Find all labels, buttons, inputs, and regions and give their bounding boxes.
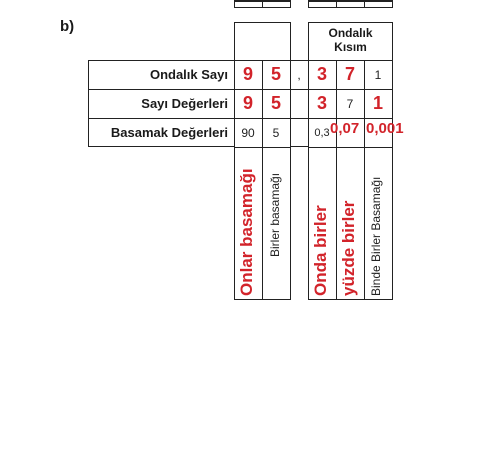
row-label-decimal-number: Ondalık Sayı <box>149 67 228 82</box>
row1-thousandths-digit: 1 <box>374 67 382 82</box>
column-label-tenths: Onda birler <box>311 205 330 296</box>
top-frame-line <box>308 0 392 2</box>
row3-tens-value: 90 <box>241 125 255 140</box>
row3-tenths-value: 0,3 <box>314 126 330 139</box>
row-label-digit-values: Sayı Değerleri <box>141 96 228 111</box>
decimal-part-header: Ondalık Kısım <box>328 26 373 54</box>
top-frame-line <box>234 7 291 8</box>
part-label: b) <box>60 18 75 35</box>
row1-comma: , <box>297 67 301 82</box>
row2-tens-digit: 9 <box>242 93 253 113</box>
row1-ones-digit: 5 <box>270 64 281 84</box>
row2-ones-digit: 5 <box>270 93 281 113</box>
column-label-ones: Birler basamağı <box>268 172 282 257</box>
row1-hundredths-digit: 7 <box>344 64 355 84</box>
row2-tenths-digit: 3 <box>316 93 327 113</box>
row-divider <box>234 147 291 148</box>
column-label-tens: Onlar basamağı <box>237 168 256 296</box>
row2-thousandths-digit: 1 <box>372 93 383 113</box>
row1-tens-digit: 9 <box>242 64 253 84</box>
header-box-left <box>234 22 291 60</box>
row3-ones-value: 5 <box>272 125 280 140</box>
top-frame-line <box>308 7 393 8</box>
row1-tenths-digit: 3 <box>316 64 327 84</box>
column-label-hundredths: yüzde birler <box>339 200 358 296</box>
row-divider <box>308 147 393 148</box>
row-label-place-values: Basamak Değerleri <box>110 125 228 140</box>
column-label-thousandths: Binde Birler Basamağı <box>369 176 383 296</box>
row3-hundredths-value: 0,07 <box>330 120 360 137</box>
row3-thousandths-value: 0,001 <box>366 120 404 137</box>
row2-hundredths-digit: 7 <box>346 96 354 111</box>
